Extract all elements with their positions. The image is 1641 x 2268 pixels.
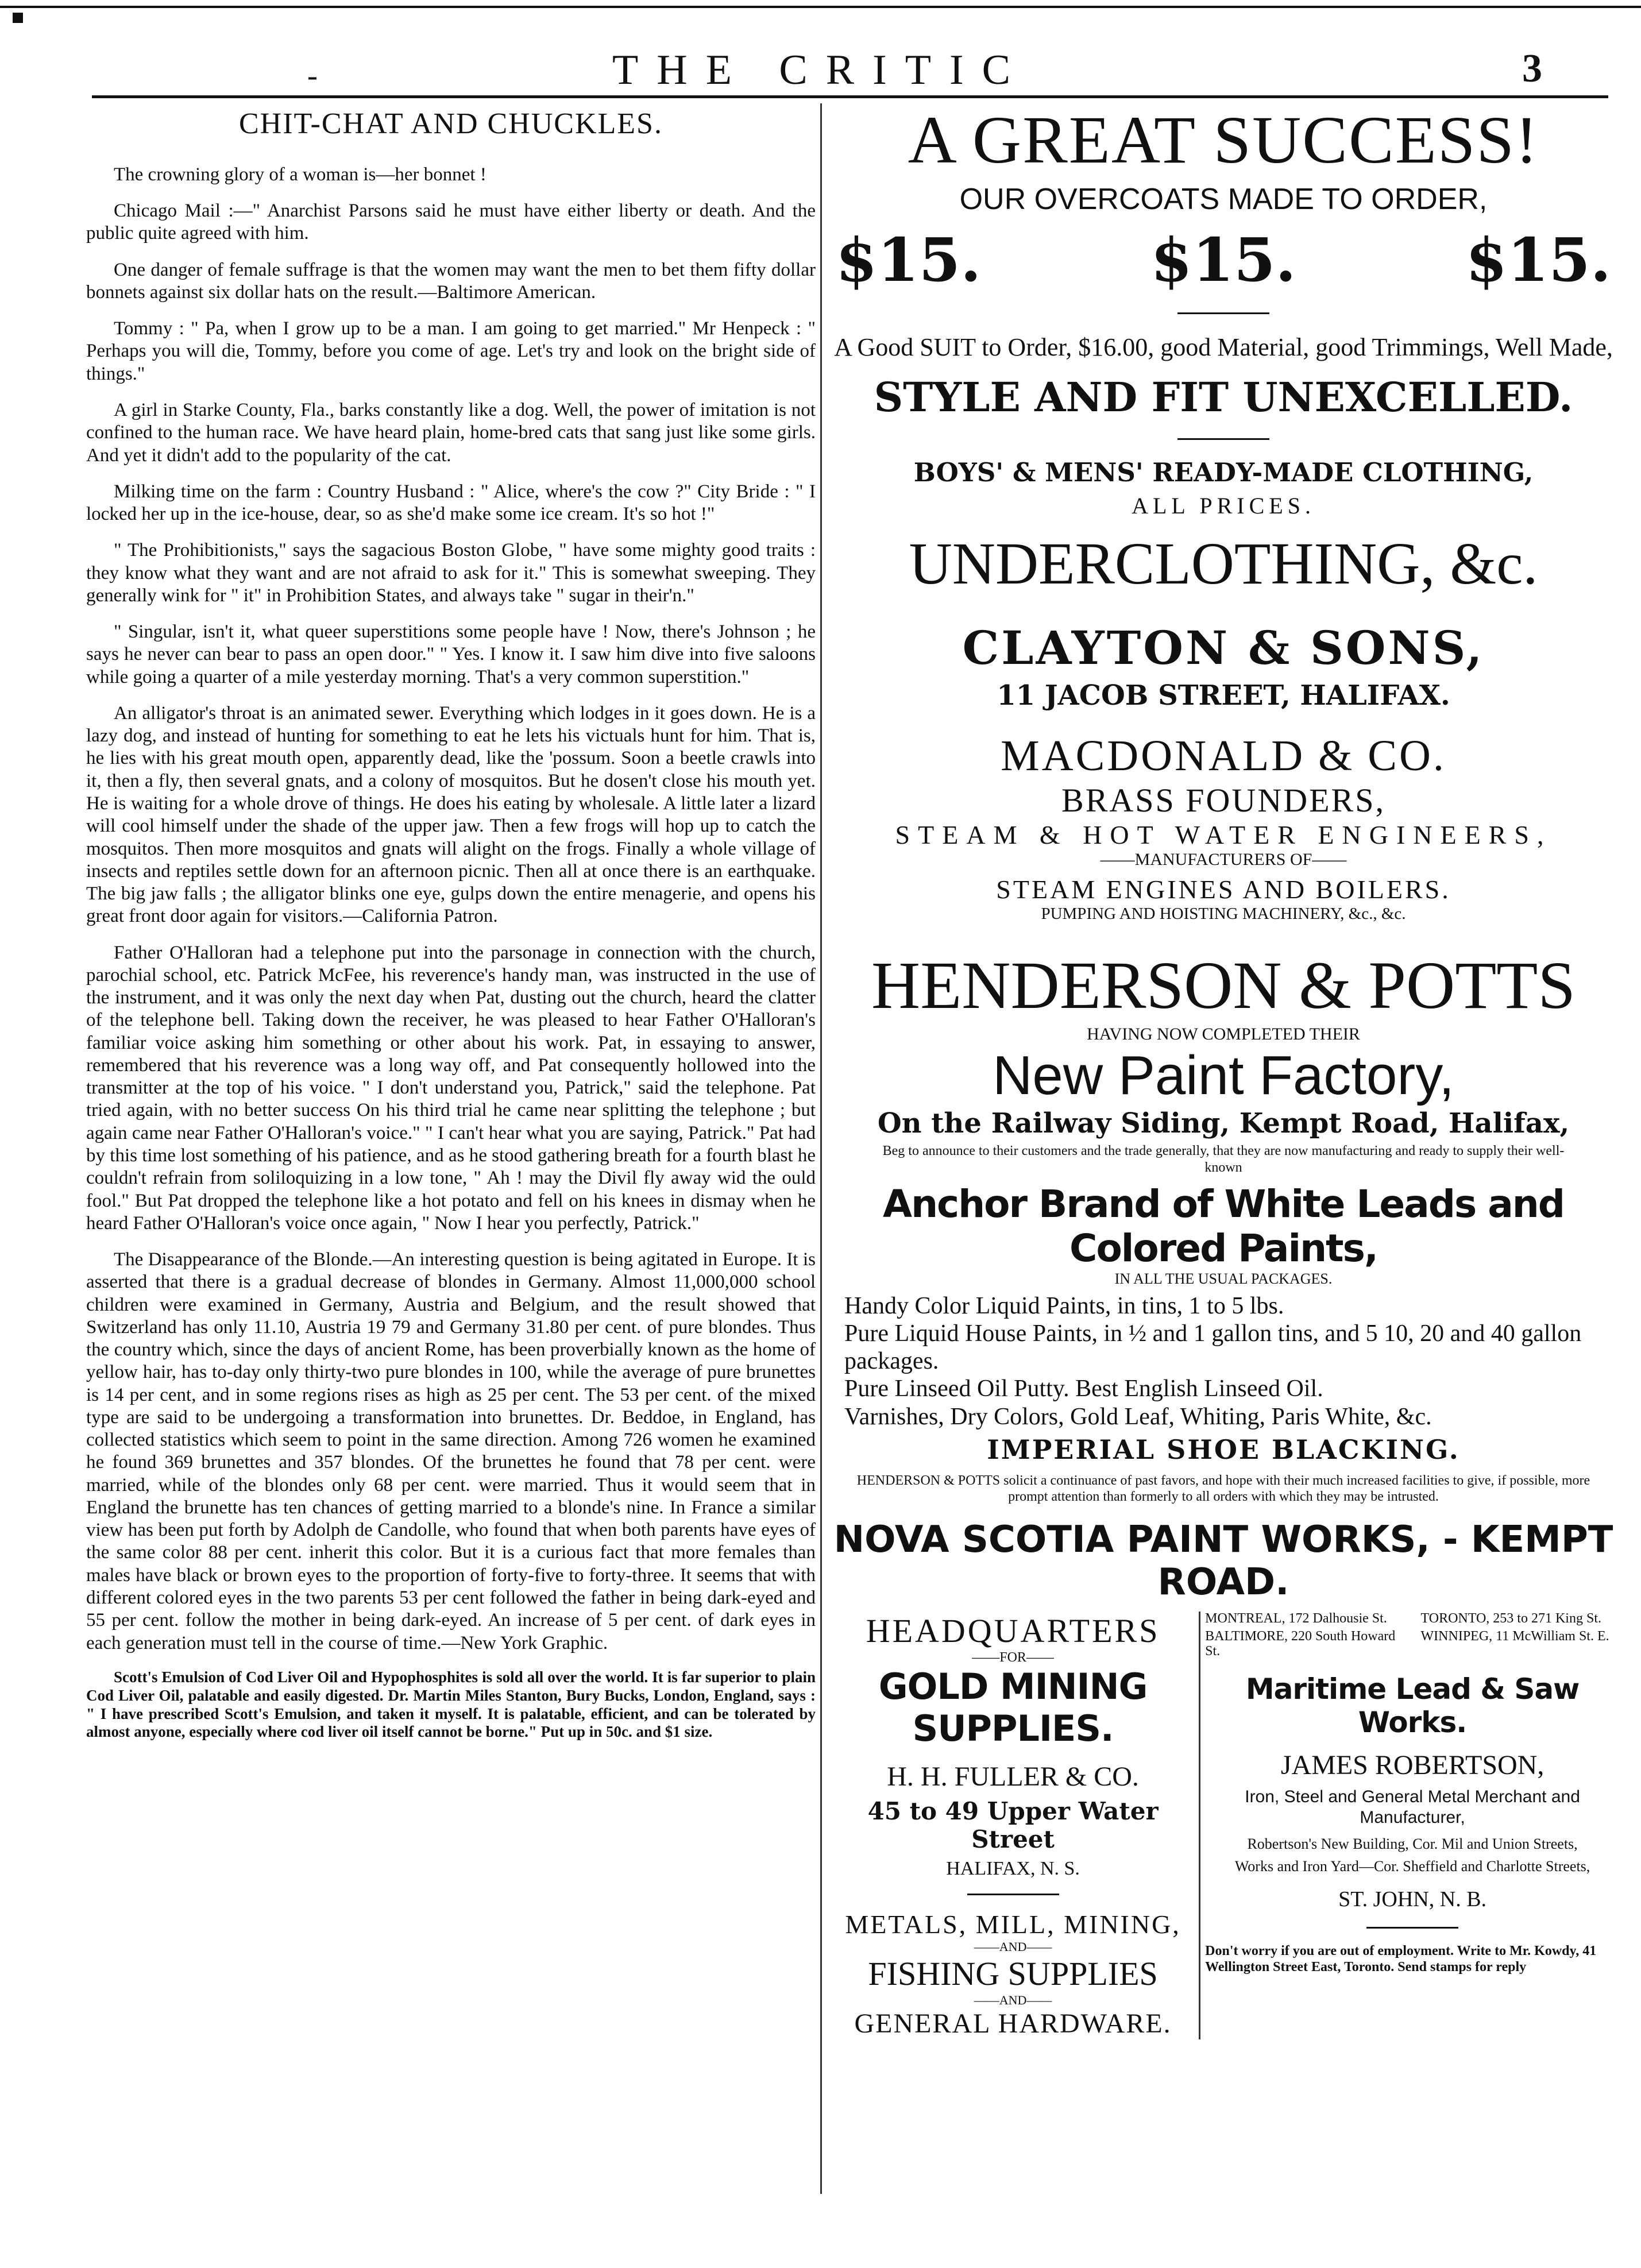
price-row bbox=[827, 225, 1620, 295]
article-paragraph: Tommy : " Pa, when I grow up to be a man. I am going to get married." Mr Henpeck : " Perhaps you will die, Tommy, before you come of age. Let's try and look on the bright side of things." bbox=[86, 318, 816, 384]
column-divider bbox=[820, 103, 822, 2194]
article-paragraph: " Singular, isn't it, what queer superstitions some people have ! Now, there's Johnson ; he says he never can bear to pass an open door." " Yes. I know it. I saw him dive into five saloons while going a quarter of a mile yesterday morning. That's a very common superstition." bbox=[86, 621, 816, 687]
chit-chat-column bbox=[86, 106, 816, 2231]
article-paragraph: A girl in Starke County, Fla., barks constantly like a dog. Well, the power of imitation is not confined to the human race. We have heard plain, home-bred cats that sang just like some girls. And yet it didn't add to the popularity of the cat. bbox=[86, 400, 816, 466]
advertisement-column bbox=[827, 102, 1620, 2231]
steam-hot-water: STEAM & HOT WATER ENGINEERS, bbox=[895, 820, 1552, 849]
overcoats-line: OUR OVERCOATS MADE TO ORDER, bbox=[959, 183, 1488, 216]
headquarters: HEADQUARTERS bbox=[866, 1612, 1160, 1650]
and-line-2: ——AND—— bbox=[974, 1993, 1052, 2008]
macdonald-co: MACDONALD & CO. bbox=[1001, 732, 1446, 780]
works-yard: Works and Iron Yard—Cor. Sheffield and Charlotte Streets, bbox=[1234, 1858, 1590, 1875]
city-toronto: TORONTO, 253 to 271 King St. bbox=[1420, 1611, 1601, 1626]
article-paragraph: " The Prohibitionists," says the sagacious Boston Globe, " have some mighty good traits : they know what they want and are not afraid to ask for it." This is somewhat sweeping. They generally wink for " it" in Prohibition States, and always take " sugar in their'n." bbox=[86, 540, 816, 606]
article-paragraph: The crowning glory of a woman is—her bonnet ! bbox=[114, 164, 486, 185]
header-dash: - bbox=[307, 58, 318, 92]
underclothing-line: UNDERCLOTHING, &c. bbox=[909, 531, 1538, 597]
employment-notice: Don't worry if you are out of employment. Write to Mr. Kowdy, 41 Wellington Street East, Toronto. Send stamps for reply bbox=[1205, 1944, 1597, 1975]
maritime-lead: Maritime Lead & Saw Works. bbox=[1245, 1672, 1580, 1739]
divider bbox=[1177, 438, 1269, 440]
having-completed: HAVING NOW COMPLETED THEIR bbox=[1087, 1025, 1360, 1044]
fuller-advert bbox=[827, 1612, 1200, 2039]
new-paint-factory: New Paint Factory, bbox=[993, 1045, 1454, 1106]
fishing-supplies: FISHING SUPPLIES bbox=[868, 1955, 1158, 1993]
city-montreal: MONTREAL, 172 Dalhousie St. bbox=[1205, 1611, 1387, 1626]
iron-steel: Iron, Steel and General Metal Merchant and Manufacturer, bbox=[1245, 1787, 1580, 1827]
price-3: $15. bbox=[1465, 225, 1611, 295]
general-hardware: GENERAL HARDWARE. bbox=[854, 2008, 1172, 2039]
metals-mill: METALS, MILL, MINING, bbox=[845, 1910, 1181, 1939]
all-prices-line: ALL PRICES. bbox=[1132, 493, 1315, 519]
beg-announce: Beg to announce to their customers and the trade generally, that they are now manufacturing and ready to supply their well-known bbox=[882, 1143, 1565, 1175]
pumping-machinery: PUMPING AND HOISTING MACHINERY, &c., &c. bbox=[1041, 905, 1406, 923]
divider bbox=[967, 1894, 1059, 1895]
brass-founders: BRASS FOUNDERS, bbox=[1061, 782, 1385, 819]
style-fit-line: STYLE AND FIT UNEXCELLED. bbox=[874, 373, 1573, 421]
jacob-street: 11 JACOB STREET, HALIFAX. bbox=[997, 679, 1450, 712]
upper-water-street: 45 to 49 Upper Water Street bbox=[867, 1797, 1159, 1854]
usual-packages: IN ALL THE USUAL PACKAGES. bbox=[1114, 1270, 1333, 1287]
handy-paints: Handy Color Liquid Paints, in tins, 1 to 5 lbs. bbox=[844, 1292, 1284, 1319]
page-number: 3 bbox=[1522, 47, 1542, 91]
steam-engines: STEAM ENGINES AND BOILERS. bbox=[996, 875, 1451, 904]
halifax-ns: HALIFAX, N. S. bbox=[946, 1858, 1080, 1880]
pure-liquid-paints: Pure Liquid House Paints, in ½ and 1 gallon tins, and 5 10, 20 and 40 gallon packages. bbox=[844, 1320, 1582, 1375]
header-rule bbox=[92, 95, 1608, 98]
branch-cities-2 bbox=[1205, 1629, 1620, 1658]
masthead-title: THE CRITIC bbox=[612, 47, 1029, 94]
and-line-1: ——AND—— bbox=[974, 1939, 1052, 1954]
article-paragraph: The Disappearance of the Blonde.—An interesting question is being agitated in Europe. It is asserted that there is a gradual decrease of blondes in Germany. Almost 11,000,000 school children were examined in Germany, Austria and Belgium, and the result showed that Switzerland has only 11.10, Austria 19 79 and Germany 31.80 per cent. of pure blondes. Thus the country which, since the days of ancient Rome, has been proverbially known as the home of yellow hair, has to-day only thirty-two pure blondes in 100, while the average of pure brunettes is 14 per cent, and in some regions rises as high as 25 per cent. The 53 per cent. of the mixed type are said to be undergoing a transformation into brunettes. Dr. Beddoe, in England, has collected statistics which seem to point in the same direction. Among 726 women he examined he found 369 brunettes and 357 blondes. Of the brunettes he found that 78 per cent. were married, while of the blondes only 68 per cent. were married. Thus it would seem that in England the brunette has ten chances of getting married to a blonde's nine. In France a similar view has been put forth by Adolph de Candolle, who found that when both parents have eyes of the same color 88 per cent. inherit this color. But it is a curious fact that more females than males have black or brown eyes to the proportion of forty-five to forty-three. It seems that with different colored eyes in the two parents 53 per cent followed the father in being dark-eyed and 55 per cent. follow the mother in being dark-eyed. An increase of 5 per cent. of dark eyes in each generation must tell in the course of time.—New York Graphic. bbox=[86, 1249, 816, 1653]
fuller-co: H. H. FULLER & CO. bbox=[887, 1761, 1139, 1792]
suit-offer: A Good SUIT to Order, $16.00, good Material, good Trimmings, Well Made, bbox=[834, 333, 1613, 361]
great-success-headline: A GREAT SUCCESS! bbox=[908, 102, 1539, 177]
st-john: ST. JOHN, N. B. bbox=[1338, 1887, 1487, 1912]
top-border bbox=[0, 6, 1641, 8]
article-paragraph: An alligator's throat is an animated sewer. Everything which lodges in it goes down. He is a lazy dog, and instead of hunting for something to eat he lets his victuals hunt for him. That is, he lies with his great mouth open, apparently dead, like the 'possum. Soon a beetle crawls into it, then a fly, then several gnats, and a colony of mosquitos. But he dosen't close his mouth yet. He is waiting for a whole drove of things. He does his eating by wholesale. A little later a lizard will cool himself under the shade of the upper jaw. Then a few frogs will hop up to catch the mosquitos. Then more mosquitos and gnats will alight on the frogs. Finally a whole village of insects and reptiles settle down for an afternoon picnic. Then all at once there is an earthquake. The big jaw falls ; the alligator blinks one eye, gulps down the entire menagerie, and opens his great front door again for visitors.—California Patron. bbox=[86, 702, 816, 927]
clayton-sons: CLAYTON & SONS, bbox=[962, 621, 1485, 675]
article-paragraph: Chicago Mail :—" Anarchist Parsons said he must have either liberty or death. And the public quite agreed with him. bbox=[86, 200, 816, 244]
solicit-note: HENDERSON & POTTS solicit a continuance of past favors, and hope with their much increased facilities to give, if possible, more prompt attention than formerly to all orders with which they may be intrusted. bbox=[856, 1473, 1590, 1504]
linseed-oil: Pure Linseed Oil Putty. Best English Linseed Oil. bbox=[844, 1376, 1323, 1402]
shoe-blacking: IMPERIAL SHOE BLACKING. bbox=[987, 1434, 1460, 1466]
emulsion-advert: Scott's Emulsion of Cod Liver Oil and Hypophosphites is sold all over the world. It is far superior to plain Cod Liver Oil, palatable and easily digested. Dr. Martin Miles Stanton, Bury Bucks, London, England, says : " I have prescribed Scott's Emulsion, and taken it myself. It is palatable, efficient, and can be tolerated by almost anyone, especially where cod liver oil itself cannot be borne." Put up in 50c. and $1 size. bbox=[86, 1668, 816, 1741]
divider bbox=[1366, 1927, 1458, 1929]
city-baltimore: BALTIMORE, 220 South Howard St. bbox=[1205, 1629, 1396, 1659]
divider bbox=[1177, 312, 1269, 314]
for-line: ——FOR—— bbox=[972, 1650, 1054, 1666]
gold-mining: GOLD MINING SUPPLIES. bbox=[878, 1666, 1148, 1750]
railway-siding: On the Railway Siding, Kempt Road, Halifax, bbox=[877, 1107, 1570, 1139]
column-heading: CHIT-CHAT AND CHUCKLES. bbox=[239, 107, 663, 140]
city-winnipeg: WINNIPEG, 11 McWilliam St. E. bbox=[1420, 1629, 1609, 1644]
henderson-potts: HENDERSON & POTTS bbox=[871, 948, 1576, 1023]
manufacturers-of: ——MANUFACTURERS OF—— bbox=[1100, 850, 1347, 869]
article-paragraph: Father O'Halloran had a telephone put into the parsonage in connection with the church, parochial school, etc. Patrick McFee, his reverence's handy man, was instructed in the use of the instrument, and it was only the next day when Pat, dusting out the church, heard the clatter of the telephone bell. Taking down the receiver, he was pleased to hear Father O'Halloran's familiar voice asking him something or other about his work. Pat, in essaying to answer, remembered that his reverence was a long way off, and Pat consequently hollowed into the transmitter at the top of his voice. " I don't understand you, Patrick," said the telephone. Pat tried again, with no better success On his third trial he came near splitting the telephone ; but again came near Father O'Halloran's voice." " I can't hear what you are saying, Patrick." Pat had by this time lost something of his patience, and as he stood gathering breath for a fourth blast he couldn't refrain from soliloquizing in a low tone, " Ah ! may the Divil fly away wid the ould fool." But Pat dropped the telephone like a hot potato and fell on his knees in dismay when he heard Father O'Halloran's voice once again, " Now I hear you perfectly, Patrick." bbox=[86, 942, 816, 1234]
bottom-ads bbox=[827, 1612, 1620, 2039]
varnishes: Varnishes, Dry Colors, Gold Leaf, Whiting, Paris White, &c. bbox=[844, 1403, 1432, 1430]
james-robertson: JAMES ROBERTSON, bbox=[1280, 1749, 1545, 1780]
running-header bbox=[0, 46, 1641, 101]
price-1: $15. bbox=[836, 225, 982, 295]
branch-cities bbox=[1205, 1612, 1620, 1626]
anchor-brand: Anchor Brand of White Leads and Colored Paints, bbox=[882, 1181, 1564, 1270]
robertson-advert bbox=[1200, 1612, 1620, 2039]
ready-made-line: BOYS' & MENS' READY-MADE CLOTHING, bbox=[913, 457, 1534, 488]
article-paragraph: Milking time on the farm : Country Husband : " Alice, where's the cow ?" City Bride : " I locked her up in the ice-house, dear, so as she'd make some ice cream. It's so hot !" bbox=[86, 481, 816, 525]
robertson-building: Robertson's New Building, Cor. Mil and Union Streets, bbox=[1247, 1835, 1578, 1852]
price-2: $15. bbox=[1150, 225, 1296, 295]
corner-mark bbox=[13, 13, 23, 23]
nova-scotia-works: NOVA SCOTIA PAINT WORKS, - KEMPT ROAD. bbox=[833, 1519, 1613, 1604]
article-paragraph: One danger of female suffrage is that the women may want the men to bet them fifty dollar bonnets against six dollar hats on the result.—Baltimore American. bbox=[86, 259, 816, 303]
